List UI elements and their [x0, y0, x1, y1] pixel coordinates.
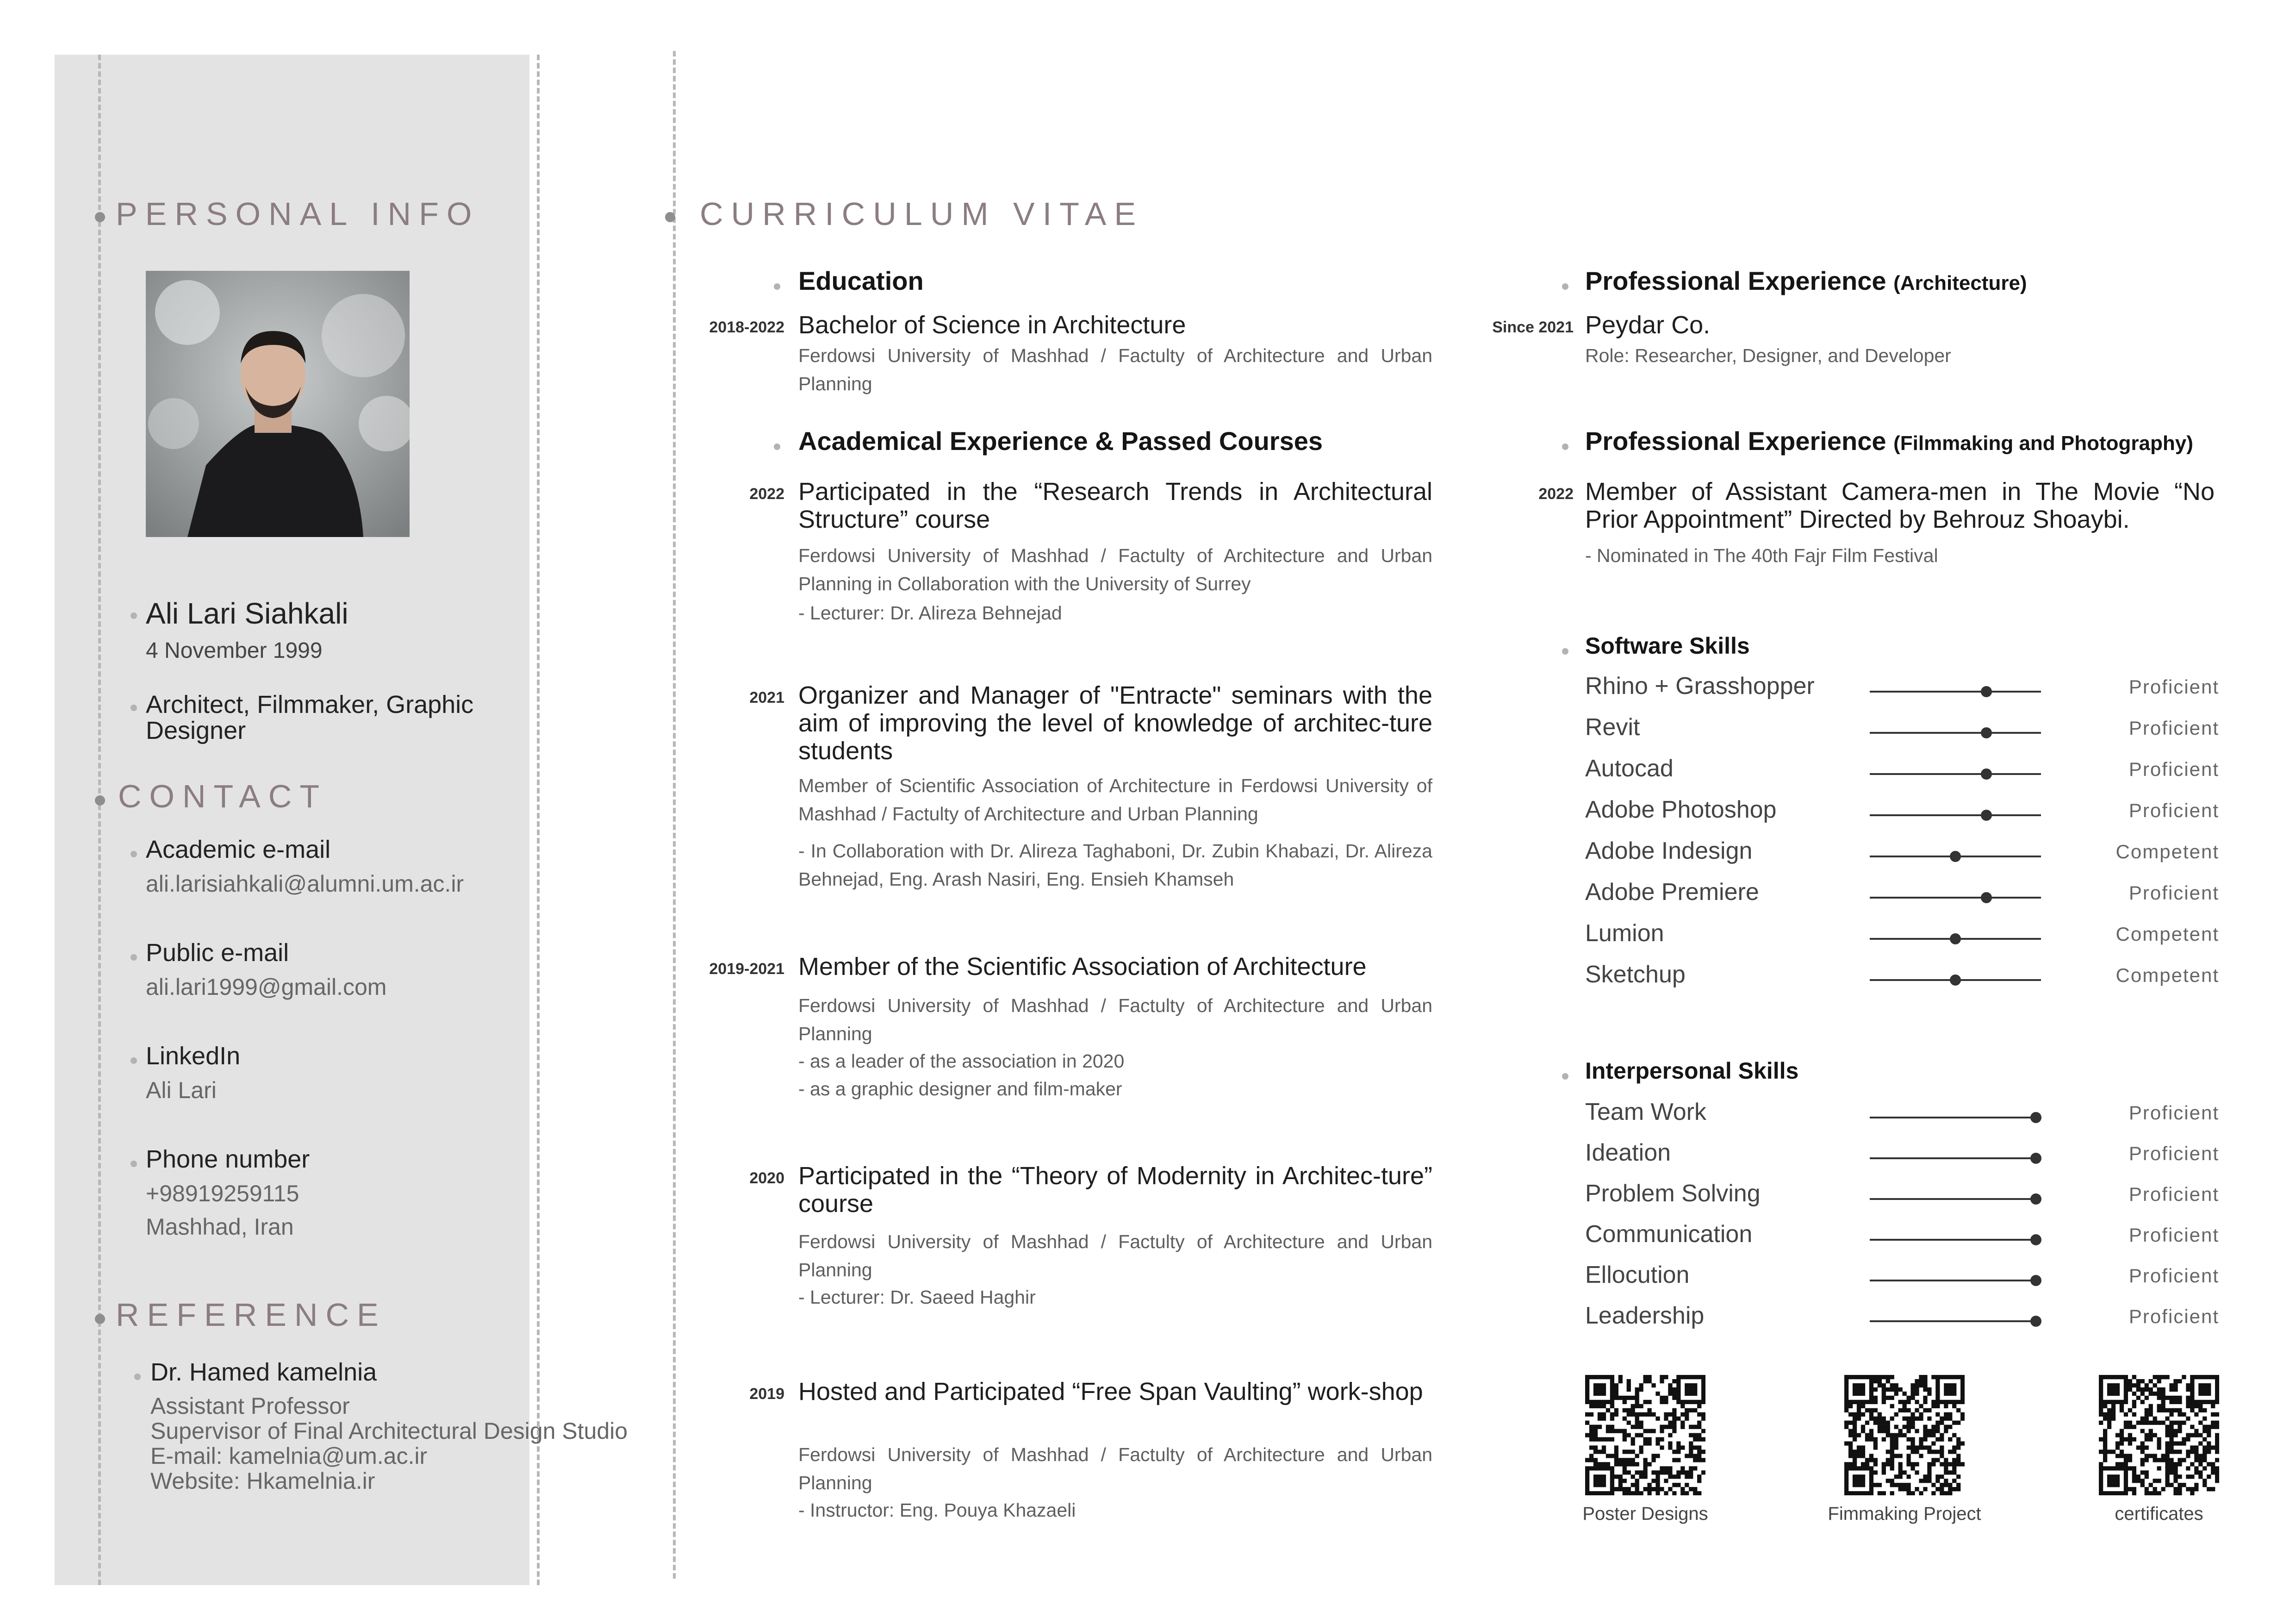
- software-skill-level-marker: [1981, 768, 1992, 780]
- contact-bullet-phone: [131, 1161, 137, 1167]
- public-email-link[interactable]: ali.lari1999@gmail.com: [146, 974, 387, 1000]
- prof-film-title-suffix: (Filmmaking and Photography): [1893, 432, 2193, 455]
- software-skill-name: Autocad: [1585, 755, 1674, 782]
- interpersonal-skill-name: Ellocution: [1585, 1262, 1690, 1288]
- academic-2-institution: Member of Scientific Association of Architecture in Ferdowsi University of Mashhad / Factulty of Architecture and Urban Planning: [798, 775, 1432, 824]
- profile-photo: [146, 271, 410, 537]
- personal-info-bullet: [95, 212, 105, 222]
- interpersonal-skill-name: Communication: [1585, 1221, 1753, 1248]
- academic-3-year: 2019-2021: [709, 960, 784, 978]
- profession-bullet: [131, 705, 137, 711]
- prof-arch-year: Since 2021: [1492, 319, 1574, 336]
- software-skill-level: Proficient: [2128, 800, 2219, 821]
- software-skill-name: Adobe Premiere: [1585, 879, 1759, 906]
- academic-3-note-leader: - as a leader of the association in 2020: [798, 1050, 1125, 1072]
- interpersonal-bullet: [1562, 1073, 1568, 1080]
- interpersonal-skill-bar: [1870, 1157, 2041, 1159]
- software-skill-bar: [1870, 732, 2041, 734]
- prof-film-bullet: [1562, 443, 1568, 450]
- software-skill-level-marker: [1981, 892, 1992, 903]
- sidebar-edge-dashed-line: [537, 55, 540, 1585]
- personal-info-heading: PERSONAL INFO: [116, 196, 480, 232]
- academic-4-lecturer: - Lecturer: Dr. Saeed Haghir: [798, 1287, 1036, 1308]
- education-institution: Ferdowsi University of Mashhad / Factulty of Architecture and Urban Planning: [798, 345, 1432, 394]
- academic-5-title: Hosted and Participated “Free Span Vaulting” work-shop: [798, 1378, 1423, 1405]
- reference-email[interactable]: E-mail: kamelnia@um.ac.ir: [150, 1443, 428, 1469]
- prof-arch-title-main: Professional Experience: [1585, 266, 1886, 295]
- interpersonal-skill-bar: [1870, 1198, 2041, 1200]
- software-skill-level: Competent: [2116, 923, 2219, 945]
- contact-title-public-email: Public e-mail: [146, 939, 289, 967]
- software-skill-bar: [1870, 814, 2041, 816]
- main-dashed-line: [673, 51, 676, 1579]
- academic-4-year: 2020: [749, 1169, 784, 1187]
- prof-arch-bullet: [1562, 283, 1568, 290]
- academic-1-lecturer: - Lecturer: Dr. Alireza Behnejad: [798, 602, 1062, 624]
- software-skill-level: Proficient: [2128, 758, 2219, 780]
- interpersonal-title: Interpersonal Skills: [1585, 1058, 1799, 1084]
- qr-label-filmmaking-project: Fimmaking Project: [1828, 1504, 1981, 1524]
- cv-bullet: [665, 212, 675, 222]
- qr-code-filmmaking-project[interactable]: [1844, 1375, 1965, 1495]
- prof-arch-company: Peydar Co.: [1585, 311, 1711, 339]
- software-skill-bar: [1870, 897, 2041, 899]
- qr-label-certificates: certificates: [2115, 1504, 2203, 1524]
- education-degree: Bachelor of Science in Architecture: [798, 311, 1186, 339]
- contact-bullet-public: [131, 954, 137, 961]
- interpersonal-skill-name: Leadership: [1585, 1302, 1705, 1329]
- interpersonal-skill-name: Ideation: [1585, 1139, 1671, 1166]
- academic-email-link[interactable]: ali.larisiahkali@alumni.um.ac.ir: [146, 871, 464, 897]
- linkedin-link[interactable]: Ali Lari: [146, 1077, 217, 1103]
- software-skill-name: Adobe Photoshop: [1585, 796, 1777, 823]
- academic-4-institution: Ferdowsi University of Mashhad / Factulty of Architecture and Urban Planning: [798, 1231, 1432, 1280]
- contact-bullet: [95, 795, 105, 806]
- academic-5-instructor: - Instructor: Eng. Pouya Khazaeli: [798, 1499, 1076, 1521]
- contact-title-linkedin: LinkedIn: [146, 1042, 241, 1070]
- qr-code-certificates[interactable]: [2099, 1375, 2219, 1495]
- academic-5-institution: Ferdowsi University of Mashhad / Factulty of Architecture and Urban Planning: [798, 1444, 1432, 1493]
- software-skill-name: Lumion: [1585, 920, 1664, 947]
- prof-film-title: [1585, 426, 2193, 456]
- software-skill-bar: [1870, 691, 2041, 693]
- contact-bullet-academic: [131, 851, 137, 857]
- prof-film-role: Member of Assistant Camera-men in The Movie “No Prior Appointment” Directed by Behrouz Shoaybi.: [1585, 478, 2215, 533]
- interpersonal-skill-level: Proficient: [2128, 1183, 2219, 1205]
- interpersonal-skill-name: Team Work: [1585, 1099, 1706, 1125]
- software-skill-level: Competent: [2116, 964, 2219, 986]
- software-skill-bar: [1870, 773, 2041, 775]
- academic-bullet: [774, 443, 780, 450]
- software-skill-level-marker: [1981, 727, 1992, 738]
- software-bullet: [1562, 648, 1568, 655]
- software-skill-level-marker: [1950, 974, 1961, 986]
- qr-code-poster-designs[interactable]: [1585, 1375, 1705, 1495]
- reference-heading: REFERENCE: [116, 1297, 386, 1333]
- academic-1-title: Participated in the “Research Trends in Architectural Structure” course: [798, 478, 1432, 533]
- profession: Architect, Filmmaker, Graphic Designer: [146, 691, 474, 744]
- reference-bullet: [95, 1314, 105, 1324]
- education-year: 2018-2022: [709, 319, 784, 336]
- academic-2-title: Organizer and Manager of "Entracte" seminars with the aim of improving the level of knowledge of architec-ture students: [798, 681, 1432, 765]
- name-bullet: [131, 612, 137, 619]
- contact-bullet-linkedin: [131, 1057, 137, 1064]
- education-bullet: [774, 283, 780, 290]
- reference-role: Supervisor of Final Architectural Design Studio: [150, 1418, 628, 1444]
- software-skill-name: Adobe Indesign: [1585, 837, 1753, 864]
- contact-heading: CONTACT: [118, 778, 328, 814]
- software-skill-name: Rhino + Grasshopper: [1585, 673, 1815, 700]
- prof-arch-title-suffix: (Architecture): [1893, 272, 2027, 294]
- reference-details: [150, 1393, 628, 1493]
- software-skill-level-marker: [1950, 851, 1961, 862]
- birth-date: 4 November 1999: [146, 638, 323, 663]
- prof-film-title-main: Professional Experience: [1585, 426, 1886, 456]
- prof-arch-title: [1585, 266, 2027, 296]
- interpersonal-skill-level: Proficient: [2128, 1265, 2219, 1287]
- academic-3-institution: Ferdowsi University of Mashhad / Factulty of Architecture and Urban Planning: [798, 995, 1432, 1044]
- reference-title: Assistant Professor: [150, 1393, 350, 1419]
- interpersonal-skill-name: Problem Solving: [1585, 1180, 1761, 1207]
- academic-1-year: 2022: [749, 485, 784, 503]
- software-skill-level-marker: [1950, 933, 1961, 944]
- academic-5-year: 2019: [749, 1385, 784, 1403]
- prof-film-nomination: - Nominated in The 40th Fajr Film Festival: [1585, 545, 1938, 566]
- prof-film-year: 2022: [1538, 485, 1574, 503]
- interpersonal-skill-bar: [1870, 1280, 2041, 1281]
- academic-title: Academical Experience & Passed Courses: [798, 426, 1323, 456]
- interpersonal-skill-bar: [1870, 1117, 2041, 1118]
- education-title: Education: [798, 266, 924, 295]
- academic-2-year: 2021: [749, 689, 784, 706]
- academic-1-institution: Ferdowsi University of Mashhad / Factulty of Architecture and Urban Planning in Collaboration with the University of Surrey: [798, 545, 1432, 594]
- interpersonal-skill-bar: [1870, 1320, 2041, 1322]
- sidebar-dashed-line: [98, 55, 101, 1585]
- academic-3-title: Member of the Scientific Association of Architecture: [798, 953, 1367, 981]
- academic-2-collaboration: - In Collaboration with Dr. Alireza Taghaboni, Dr. Zubin Khabazi, Dr. Alireza Behnejad, Eng. Arash Nasiri, Eng. Ensieh Khamseh: [798, 840, 1432, 890]
- phone-number[interactable]: +98919259115: [146, 1181, 299, 1206]
- software-skill-level: Proficient: [2128, 717, 2219, 739]
- contact-title-academic-email: Academic e-mail: [146, 836, 331, 863]
- software-skill-name: Revit: [1585, 714, 1640, 741]
- reference-name-bullet: [134, 1374, 141, 1380]
- academic-4-title: Participated in the “Theory of Modernity in Architec-ture” course: [798, 1162, 1432, 1218]
- academic-3-note-designer: - as a graphic designer and film-maker: [798, 1078, 1122, 1099]
- interpersonal-skill-level: Proficient: [2128, 1102, 2219, 1124]
- prof-arch-role: Role: Researcher, Designer, and Developer: [1585, 345, 1951, 366]
- reference-website[interactable]: Website: Hkamelnia.ir: [150, 1468, 375, 1494]
- interpersonal-skill-level: Proficient: [2128, 1143, 2219, 1164]
- software-skill-level-marker: [1981, 686, 1992, 697]
- interpersonal-skill-level: Proficient: [2128, 1224, 2219, 1246]
- software-title: Software Skills: [1585, 633, 1750, 659]
- cv-heading: CURRICULUM VITAE: [700, 196, 1144, 232]
- software-skill-level: Proficient: [2128, 676, 2219, 698]
- software-skill-level: Competent: [2116, 841, 2219, 862]
- location: Mashhad, Iran: [146, 1214, 294, 1240]
- interpersonal-skill-bar: [1870, 1239, 2041, 1241]
- interpersonal-skill-level: Proficient: [2128, 1305, 2219, 1327]
- reference-name: Dr. Hamed kamelnia: [150, 1358, 377, 1386]
- contact-title-phone: Phone number: [146, 1145, 310, 1173]
- software-skill-level-marker: [1981, 810, 1992, 821]
- qr-label-poster-designs: Poster Designs: [1582, 1504, 1708, 1524]
- full-name: Ali Lari Siahkali: [146, 597, 348, 630]
- software-skill-name: Sketchup: [1585, 961, 1686, 988]
- software-skill-level: Proficient: [2128, 882, 2219, 904]
